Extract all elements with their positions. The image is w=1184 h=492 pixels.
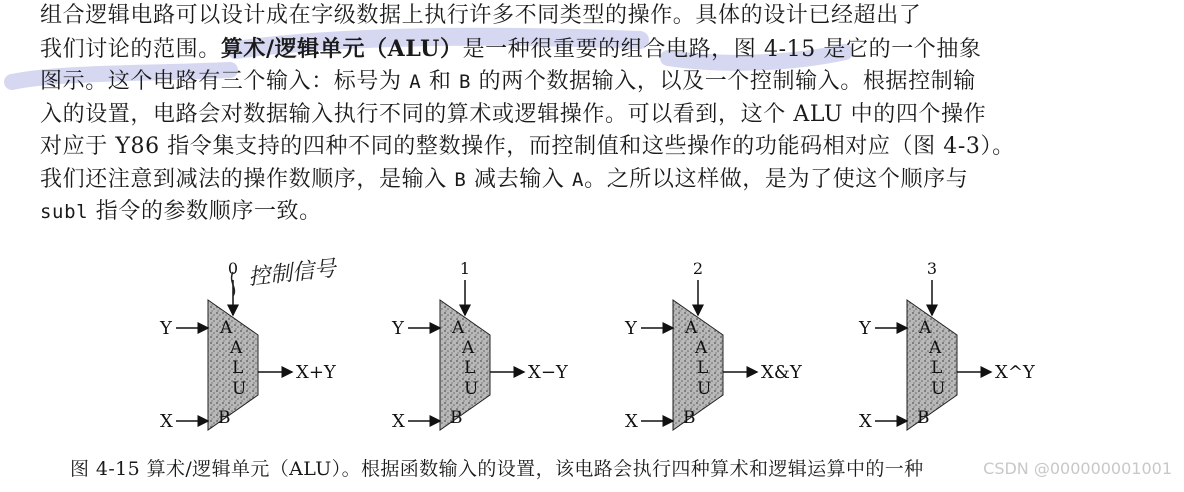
para-text: 我们讨论的范围。 [40, 36, 221, 62]
output-label: X+Y [296, 362, 336, 383]
alu-letter: A [230, 338, 243, 358]
input-label-bottom: X [859, 411, 872, 432]
alu-letter: A [220, 318, 233, 338]
input-label-bottom: X [160, 411, 173, 432]
alu-letter: B [218, 408, 231, 428]
para-text: 我们还注意到减法的操作数顺序，是输入 [40, 166, 455, 192]
alu-letter: L [697, 358, 709, 378]
para-text: 的两个数据输入，以及一个控制输入。根据控制输 [471, 69, 976, 94]
alu-letter: L [464, 358, 476, 378]
output-label: X−Y [528, 362, 568, 383]
para-text: 和 [421, 69, 460, 94]
alu-letter: A [919, 318, 932, 338]
para-line-1: 组合逻辑电路可以设计成在字级数据上执行许多不同类型的操作。具体的设计已经超出了 [40, 3, 922, 28]
para-text: 图示。这个电路有三个输入：标号为 [40, 69, 410, 94]
alu-term: 算术/逻辑单元（ALU） [220, 35, 463, 62]
alu-letter: A [452, 318, 465, 338]
para-line-4: 入的设置，电路会对数据输入执行不同的算术或逻辑操作。可以看到，这个 ALU 中的四个操作 [40, 101, 987, 127]
control-label: 2 [692, 259, 704, 278]
code-subl: subl [40, 201, 89, 223]
input-label-top: Y [160, 318, 172, 339]
control-label: 3 [926, 259, 938, 278]
alu-letter: U [232, 379, 247, 399]
code-B: B [459, 71, 472, 93]
control-label: 0 [227, 259, 239, 278]
output-label: X&Y [761, 362, 802, 383]
output-label: X^Y [995, 362, 1035, 383]
alu-letter: U [464, 379, 479, 399]
para-text: 指令的参数顺序一致。 [88, 199, 322, 224]
para-text: 减去输入 [466, 166, 573, 192]
para-line-5: 对应于 Y86 指令集支持的四种不同的整数操作，而控制值和这些操作的功能码相对应（图 4-3）。 [40, 134, 1015, 159]
alu-letter: A [462, 338, 475, 358]
input-label-bottom: X [625, 411, 638, 432]
control-label: 1 [459, 259, 471, 278]
figure-caption: 图 4-15 算术/逻辑单元（ALU）。根据函数输入的设置，该电路会执行四种算术和逻辑运算中的一种 [70, 458, 924, 480]
input-label-top: Y [859, 318, 871, 339]
alu-letter: L [931, 358, 943, 378]
alu-letter: A [929, 338, 942, 358]
code-A: A [409, 71, 422, 93]
code-A: A [572, 168, 585, 191]
input-label-bottom: X [392, 411, 405, 432]
alu-letter: A [685, 318, 698, 338]
code-B: B [454, 168, 467, 191]
watermark: CSDN @000000001001 [983, 459, 1172, 478]
para-text: 。之所以这样做，是为了使这个顺序与 [584, 166, 969, 192]
para-text: 是一种很重要的组合电路，图 4-15 是它的一个抽象 [462, 36, 982, 62]
alu-letter: B [450, 408, 463, 428]
input-label-top: Y [392, 318, 404, 339]
handwritten-annotation: 控制信号 [247, 256, 338, 291]
alu-letter: A [695, 338, 708, 358]
alu-letter: B [917, 408, 930, 428]
alu-letter: B [683, 408, 696, 428]
alu-letter: U [931, 379, 946, 399]
alu-letter: L [232, 358, 244, 378]
input-label-top: Y [625, 318, 637, 339]
alu-letter: U [697, 379, 712, 399]
